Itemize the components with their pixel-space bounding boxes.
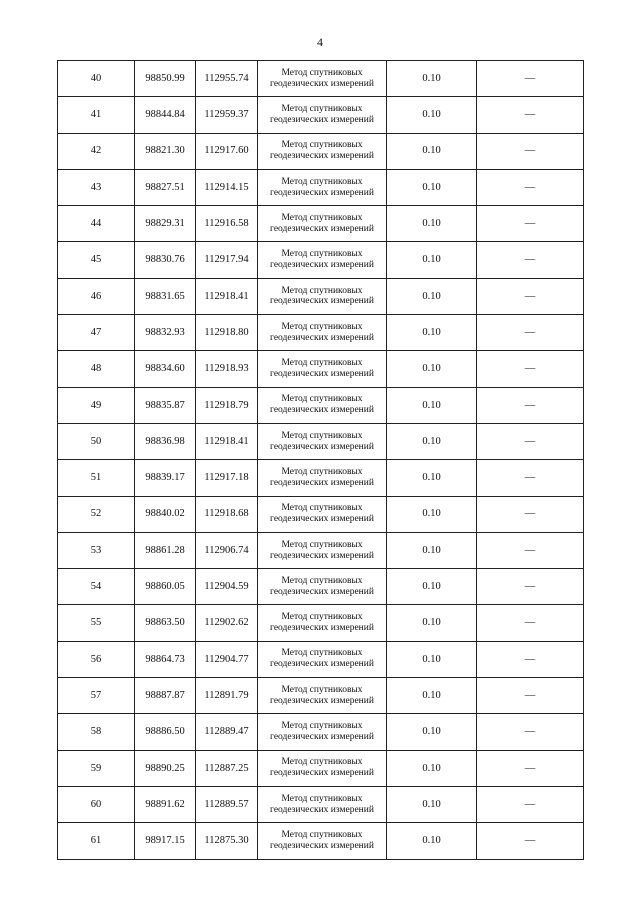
note-cell: — [477,605,584,641]
method-cell [258,750,387,786]
method-cell [258,206,387,242]
accuracy-cell: 0.10 [387,133,477,169]
note-cell: — [477,278,584,314]
accuracy-cell: 0.10 [387,460,477,496]
y-coordinate-cell: 112959.37 [196,97,258,133]
y-coordinate-cell: 112918.41 [196,423,258,459]
table-row [58,569,584,605]
method-line-1: Метод спутниковых [281,67,363,78]
method-line-2: геодезических измерений [270,514,374,525]
point-number-cell: 49 [58,387,135,423]
method-line-2: геодезических измерений [270,78,374,89]
table-row [58,460,584,496]
note-cell: — [477,351,584,387]
accuracy-cell: 0.10 [387,206,477,242]
method-line-1: Метод спутниковых [281,648,363,659]
note-cell: — [477,460,584,496]
table-row [58,169,584,205]
method-line-1: Метод спутниковых [281,249,363,260]
table-row [58,242,584,278]
accuracy-cell: 0.10 [387,823,477,859]
accuracy-cell: 0.10 [387,569,477,605]
note-cell: — [477,242,584,278]
method-line-2: геодезических измерений [270,804,374,815]
table-row [58,786,584,822]
method-line-1: Метод спутниковых [281,575,363,586]
method-cell [258,315,387,351]
page-number: 4 [317,35,323,49]
x-coordinate-cell: 98850.99 [135,61,196,97]
method-line-2: геодезических измерений [270,405,374,416]
method-line-2: геодезических измерений [270,731,374,742]
table-row [58,387,584,423]
x-coordinate-cell: 98829.31 [135,206,196,242]
table-row [58,97,584,133]
x-coordinate-cell: 98917.15 [135,823,196,859]
point-number-cell: 45 [58,242,135,278]
method-line-2: геодезических измерений [270,260,374,271]
x-coordinate-cell: 98821.30 [135,133,196,169]
y-coordinate-cell: 112904.77 [196,641,258,677]
method-line-2: геодезических измерений [270,187,374,198]
method-cell [258,641,387,677]
method-cell [258,351,387,387]
note-cell: — [477,569,584,605]
method-cell [258,714,387,750]
point-number-cell: 60 [58,786,135,822]
method-cell [258,387,387,423]
accuracy-cell: 0.10 [387,786,477,822]
method-line-1: Метод спутниковых [281,721,363,732]
accuracy-cell: 0.10 [387,714,477,750]
point-number-cell: 47 [58,315,135,351]
accuracy-cell: 0.10 [387,278,477,314]
method-line-2: геодезических измерений [270,550,374,561]
x-coordinate-cell: 98863.50 [135,605,196,641]
note-cell: — [477,169,584,205]
method-line-2: геодезических измерений [270,477,374,488]
y-coordinate-cell: 112918.79 [196,387,258,423]
method-line-1: Метод спутниковых [281,104,363,115]
method-cell [258,678,387,714]
accuracy-cell: 0.10 [387,315,477,351]
point-number-cell: 42 [58,133,135,169]
table-row [58,133,584,169]
method-line-1: Метод спутниковых [281,539,363,550]
method-cell [258,61,387,97]
accuracy-cell: 0.10 [387,242,477,278]
table-row [58,605,584,641]
x-coordinate-cell: 98834.60 [135,351,196,387]
note-cell: — [477,423,584,459]
note-cell: — [477,823,584,859]
point-number-cell: 43 [58,169,135,205]
x-coordinate-cell: 98861.28 [135,532,196,568]
note-cell: — [477,641,584,677]
x-coordinate-cell: 98860.05 [135,569,196,605]
accuracy-cell: 0.10 [387,605,477,641]
table-body [58,61,584,860]
method-line-1: Метод спутниковых [281,212,363,223]
x-coordinate-cell: 98830.76 [135,242,196,278]
x-coordinate-cell: 98891.62 [135,786,196,822]
table-row [58,678,584,714]
x-coordinate-cell: 98840.02 [135,496,196,532]
y-coordinate-cell: 112917.18 [196,460,258,496]
x-coordinate-cell: 98831.65 [135,278,196,314]
method-line-2: геодезических измерений [270,332,374,343]
table-row [58,750,584,786]
method-line-1: Метод спутниковых [281,684,363,695]
method-line-2: геодезических измерений [270,296,374,307]
x-coordinate-cell: 98844.84 [135,97,196,133]
point-number-cell: 44 [58,206,135,242]
y-coordinate-cell: 112904.59 [196,569,258,605]
point-number-cell: 54 [58,569,135,605]
y-coordinate-cell: 112917.60 [196,133,258,169]
method-line-2: геодезических измерений [270,441,374,452]
method-cell [258,423,387,459]
method-cell [258,460,387,496]
method-line-2: геодезических измерений [270,695,374,706]
point-number-cell: 55 [58,605,135,641]
method-line-1: Метод спутниковых [281,757,363,768]
table-row [58,351,584,387]
y-coordinate-cell: 112891.79 [196,678,258,714]
y-coordinate-cell: 112906.74 [196,532,258,568]
coordinates-table [57,60,584,860]
table-row [58,496,584,532]
accuracy-cell: 0.10 [387,97,477,133]
note-cell: — [477,532,584,568]
note-cell: — [477,786,584,822]
y-coordinate-cell: 112916.58 [196,206,258,242]
x-coordinate-cell: 98832.93 [135,315,196,351]
accuracy-cell: 0.10 [387,750,477,786]
note-cell: — [477,496,584,532]
x-coordinate-cell: 98890.25 [135,750,196,786]
accuracy-cell: 0.10 [387,61,477,97]
table-row [58,315,584,351]
table-row [58,61,584,97]
note-cell: — [477,750,584,786]
method-line-2: геодезических измерений [270,151,374,162]
x-coordinate-cell: 98839.17 [135,460,196,496]
y-coordinate-cell: 112902.62 [196,605,258,641]
point-number-cell: 51 [58,460,135,496]
y-coordinate-cell: 112917.94 [196,242,258,278]
y-coordinate-cell: 112914.15 [196,169,258,205]
y-coordinate-cell: 112918.93 [196,351,258,387]
method-line-1: Метод спутниковых [281,285,363,296]
note-cell: — [477,387,584,423]
method-line-2: геодезических измерений [270,586,374,597]
method-cell [258,242,387,278]
table-row [58,714,584,750]
note-cell: — [477,206,584,242]
table-row [58,532,584,568]
method-line-2: геодезических измерений [270,659,374,670]
method-line-1: Метод спутниковых [281,793,363,804]
y-coordinate-cell: 112918.80 [196,315,258,351]
table-row [58,641,584,677]
y-coordinate-cell: 112955.74 [196,61,258,97]
accuracy-cell: 0.10 [387,496,477,532]
x-coordinate-cell: 98886.50 [135,714,196,750]
method-cell [258,823,387,859]
point-number-cell: 61 [58,823,135,859]
method-cell [258,605,387,641]
method-line-2: геодезических измерений [270,768,374,779]
accuracy-cell: 0.10 [387,641,477,677]
method-line-1: Метод спутниковых [281,394,363,405]
accuracy-cell: 0.10 [387,169,477,205]
method-line-1: Метод спутниковых [281,176,363,187]
table-row [58,278,584,314]
method-cell [258,569,387,605]
note-cell: — [477,678,584,714]
point-number-cell: 41 [58,97,135,133]
method-line-1: Метод спутниковых [281,321,363,332]
point-number-cell: 53 [58,532,135,568]
y-coordinate-cell: 112875.30 [196,823,258,859]
x-coordinate-cell: 98835.87 [135,387,196,423]
accuracy-cell: 0.10 [387,423,477,459]
method-cell [258,278,387,314]
x-coordinate-cell: 98864.73 [135,641,196,677]
accuracy-cell: 0.10 [387,678,477,714]
method-line-2: геодезических измерений [270,623,374,634]
y-coordinate-cell: 112889.47 [196,714,258,750]
accuracy-cell: 0.10 [387,387,477,423]
method-line-1: Метод спутниковых [281,829,363,840]
y-coordinate-cell: 112918.41 [196,278,258,314]
note-cell: — [477,714,584,750]
note-cell: — [477,315,584,351]
point-number-cell: 58 [58,714,135,750]
point-number-cell: 40 [58,61,135,97]
y-coordinate-cell: 112887.25 [196,750,258,786]
method-line-1: Метод спутниковых [281,466,363,477]
method-line-2: геодезических измерений [270,114,374,125]
method-cell [258,532,387,568]
y-coordinate-cell: 112918.68 [196,496,258,532]
method-cell [258,786,387,822]
x-coordinate-cell: 98836.98 [135,423,196,459]
point-number-cell: 48 [58,351,135,387]
method-line-2: геодезических измерений [270,840,374,851]
table-row [58,206,584,242]
table-row [58,423,584,459]
note-cell: — [477,133,584,169]
point-number-cell: 52 [58,496,135,532]
point-number-cell: 46 [58,278,135,314]
point-number-cell: 56 [58,641,135,677]
point-number-cell: 59 [58,750,135,786]
method-line-1: Метод спутниковых [281,358,363,369]
method-cell [258,133,387,169]
method-line-1: Метод спутниковых [281,612,363,623]
x-coordinate-cell: 98887.87 [135,678,196,714]
method-line-1: Метод спутниковых [281,140,363,151]
method-cell [258,169,387,205]
method-line-1: Метод спутниковых [281,503,363,514]
x-coordinate-cell: 98827.51 [135,169,196,205]
note-cell: — [477,97,584,133]
method-line-1: Метод спутниковых [281,430,363,441]
note-cell: — [477,61,584,97]
point-number-cell: 50 [58,423,135,459]
method-line-2: геодезических измерений [270,223,374,234]
point-number-cell: 57 [58,678,135,714]
y-coordinate-cell: 112889.57 [196,786,258,822]
method-cell [258,496,387,532]
method-line-2: геодезических измерений [270,369,374,380]
method-cell [258,97,387,133]
table-row [58,823,584,859]
accuracy-cell: 0.10 [387,532,477,568]
accuracy-cell: 0.10 [387,351,477,387]
